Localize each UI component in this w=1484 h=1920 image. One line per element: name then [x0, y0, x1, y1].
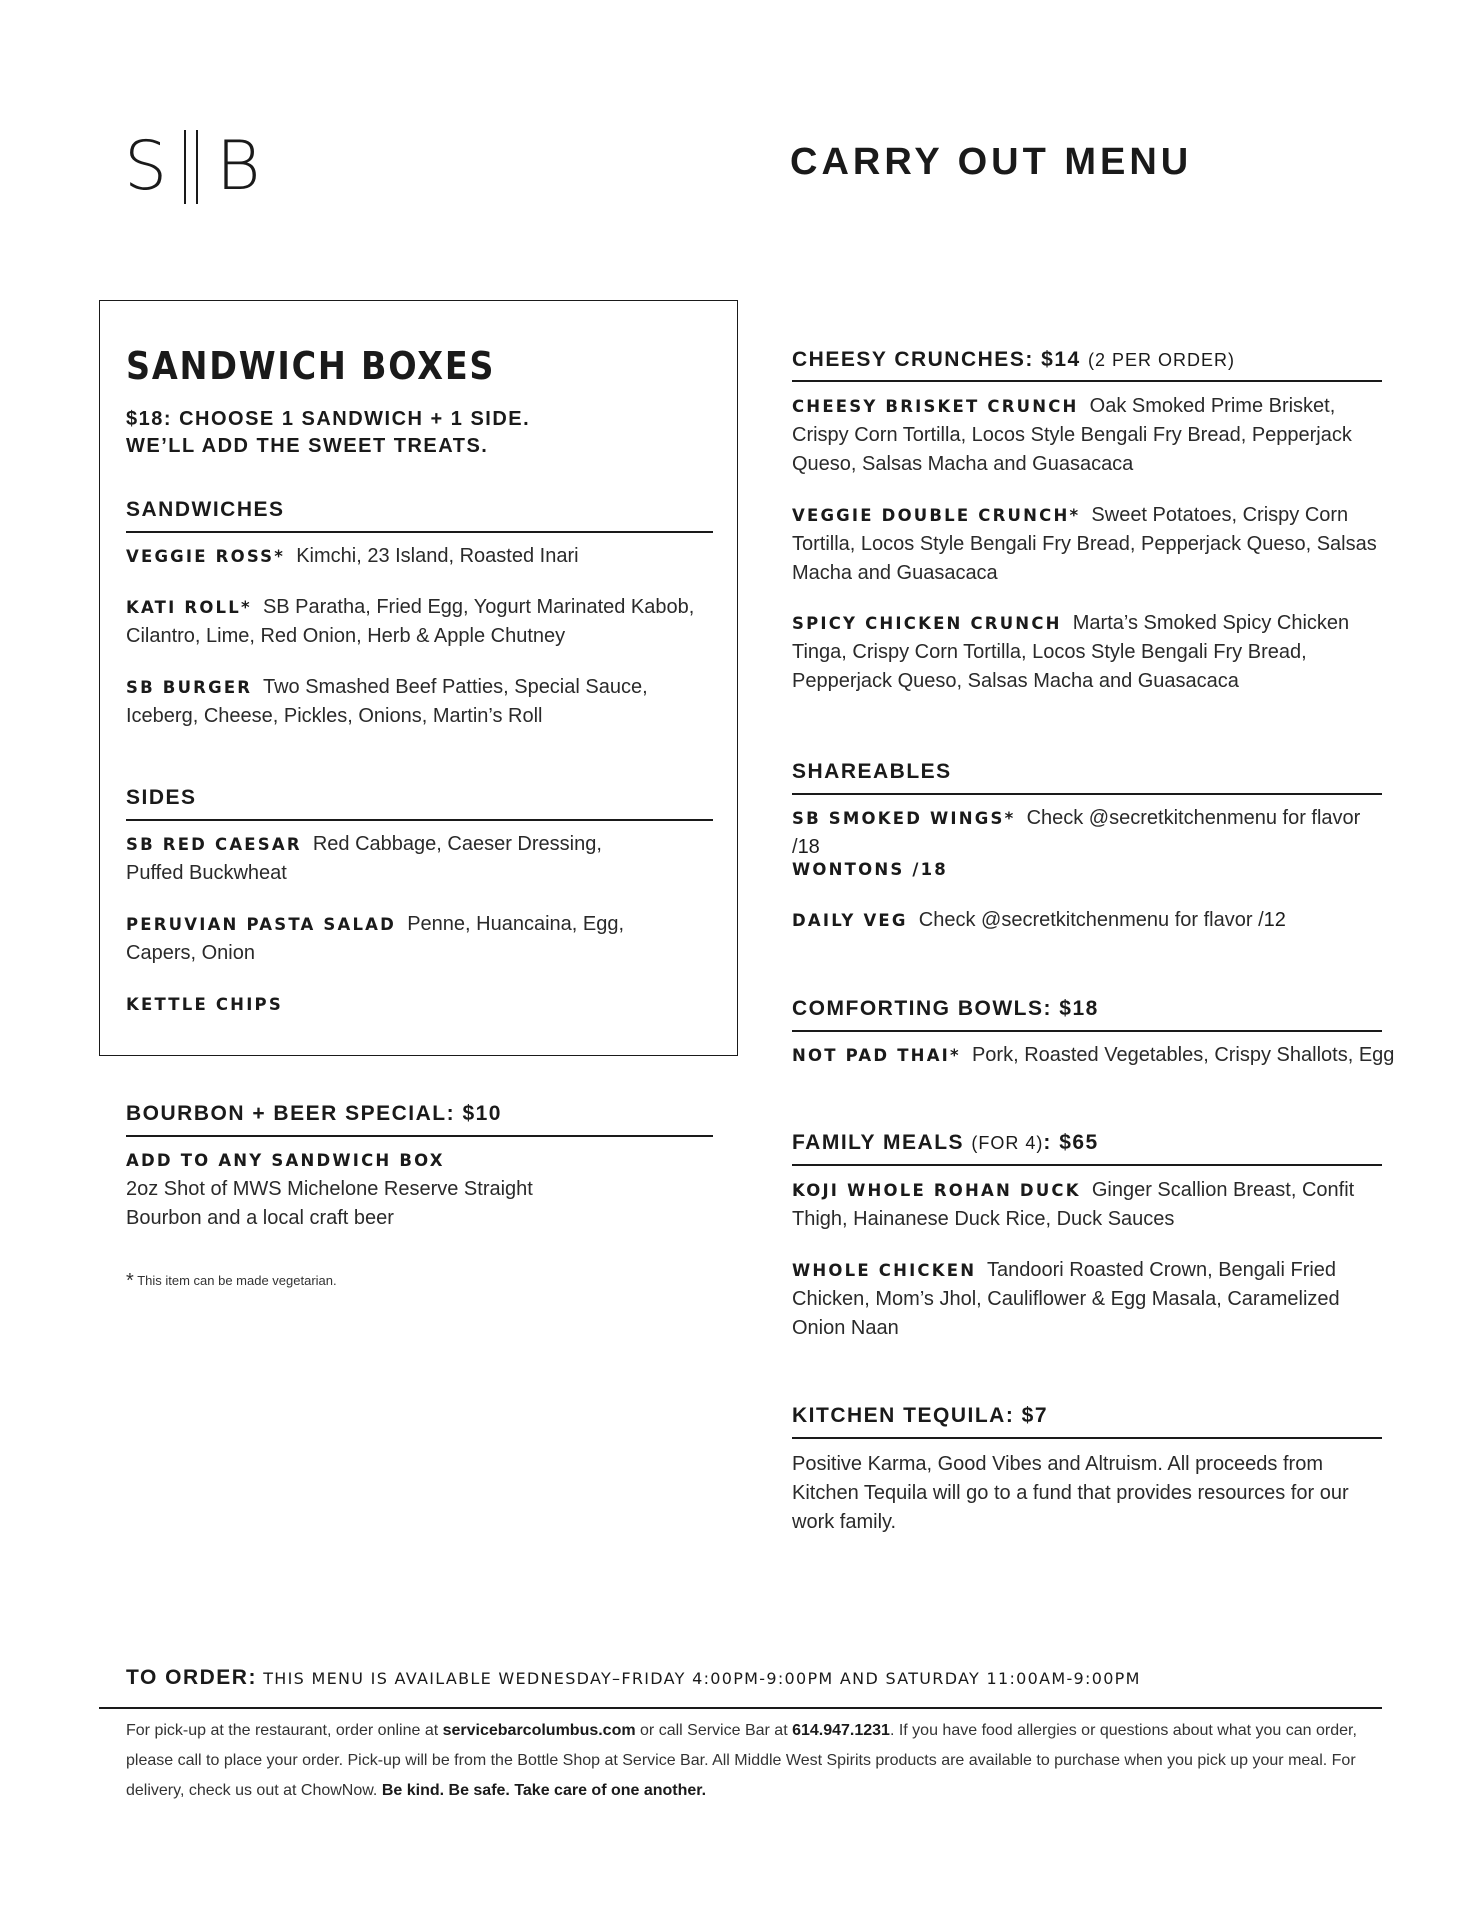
menu-item: CHEESY BRISKET CRUNCH Oak Smoked Prime Brisket, Crispy Corn Tortilla, Locos Style Bengali Fry Bread, Pepperjack Queso, Salsas Macha and Guasacaca — [792, 395, 1352, 475]
menu-item: SB BURGER Two Smashed Beef Patties, Special Sauce, Iceberg, Cheese, Pickles, Onions, Martin’s Roll — [126, 676, 648, 727]
phone-number[interactable]: 614.947.1231 — [792, 1722, 890, 1739]
menu-item: SB SMOKED WINGS* Check @secretkitchenmenu for flavor /18 — [792, 807, 1361, 858]
sides-heading: SIDES — [126, 786, 197, 809]
section-rule — [126, 819, 713, 821]
menu-item: KOJI WHOLE ROHAN DUCK Ginger Scallion Breast, Confit Thigh, Hainanese Duck Rice, Duck Sauces — [792, 1179, 1355, 1230]
kitchen-tequila-description: Positive Karma, Good Vibes and Altruism. All proceeds from Kitchen Tequila will go to a fund that provides resources for our work family. — [792, 1453, 1349, 1533]
page-title: CARRY OUT MENU — [790, 141, 1193, 183]
vegetarian-footnote: * This item can be made vegetarian. — [126, 1270, 337, 1292]
ordering-instructions: For pick-up at the restaurant, order online at servicebarcolumbus.com or call Service Bar at 614.947.1231. If you have food allergies or questions about what you can order, please call to place your order. Pick-up will be from the Bottle Shop at Service Bar. All Middle West Spirits products are available to purchase when you pick up your meal. For delivery, check us out at ChowNow. Be kind. Be safe. Take care of one another. — [126, 1722, 1357, 1799]
menu-item: WONTONS /18 — [792, 860, 948, 879]
menu-item: VEGGIE ROSS* Kimchi, 23 Island, Roasted Inari — [126, 545, 579, 567]
menu-item: SB RED CAESAR Red Cabbage, Caeser Dressing, Puffed Buckwheat — [126, 833, 602, 884]
section-rule — [792, 1030, 1382, 1032]
order-hours: TO ORDER: THIS MENU IS AVAILABLE WEDNESDAY–FRIDAY 4:00PM-9:00PM AND SATURDAY 11:00AM-9:00PM — [126, 1666, 1141, 1689]
shareables-heading: SHAREABLES — [792, 760, 952, 783]
menu-item: PERUVIAN PASTA SALAD Penne, Huancaina, Egg, Capers, Onion — [126, 913, 625, 964]
family-meals-heading: FAMILY MEALS (FOR 4): $65 — [792, 1131, 1099, 1154]
sandwiches-heading: SANDWICHES — [126, 498, 285, 521]
logo-letter-b: B — [216, 127, 261, 206]
menu-item: SPICY CHICKEN CRUNCH Marta’s Smoked Spicy Chicken Tinga, Crispy Corn Tortilla, Locos Style Bengali Fry Bread, Pepperjack Queso, Salsas Macha and Guasacaca — [792, 612, 1350, 692]
footer-rule — [99, 1707, 1382, 1709]
section-rule — [126, 1135, 713, 1137]
bourbon-special-heading: BOURBON + BEER SPECIAL: $10 — [126, 1102, 502, 1125]
section-rule — [792, 1164, 1382, 1166]
menu-item: ADD TO ANY SANDWICH BOX 2oz Shot of MWS Michelone Reserve Straight Bourbon and a local craft beer — [126, 1151, 533, 1229]
menu-item: KATI ROLL* SB Paratha, Fried Egg, Yogurt Marinated Kabob, Cilantro, Lime, Red Onion, Herb & Apple Chutney — [126, 596, 695, 647]
logo-letter-s: S — [124, 127, 168, 206]
comforting-bowls-heading: COMFORTING BOWLS: $18 — [792, 997, 1099, 1020]
sandwich-boxes-title: SANDWICH BOXES — [126, 344, 496, 388]
menu-item: NOT PAD THAI* Pork, Roasted Vegetables, Crispy Shallots, Egg — [792, 1044, 1395, 1066]
cheesy-crunches-heading: CHEESY CRUNCHES: $14 (2 PER ORDER) — [792, 348, 1236, 371]
logo-divider — [184, 130, 198, 204]
section-rule — [792, 1437, 1382, 1439]
section-rule — [792, 380, 1382, 382]
section-rule — [792, 793, 1382, 795]
website-link[interactable]: servicebarcolumbus.com — [442, 1722, 636, 1739]
sandwich-boxes-subtitle: $18: CHOOSE 1 SANDWICH + 1 SIDE. WE’LL ADD THE SWEET TREATS. — [126, 408, 531, 457]
menu-item: WHOLE CHICKEN Tandoori Roasted Crown, Bengali Fried Chicken, Mom’s Jhol, Cauliflower & Egg Masala, Caramelized Onion Naan — [792, 1259, 1340, 1339]
logo — [124, 128, 264, 206]
menu-item: DAILY VEG Check @secretkitchenmenu for flavor /12 — [792, 909, 1286, 931]
section-rule — [126, 531, 713, 533]
menu-item: KETTLE CHIPS — [126, 995, 283, 1014]
menu-item: VEGGIE DOUBLE CRUNCH* Sweet Potatoes, Crispy Corn Tortilla, Locos Style Bengali Fry Bread, Pepperjack Queso, Salsas Macha and Guasacaca — [792, 504, 1377, 584]
kitchen-tequila-heading: KITCHEN TEQUILA: $7 — [792, 1404, 1049, 1427]
